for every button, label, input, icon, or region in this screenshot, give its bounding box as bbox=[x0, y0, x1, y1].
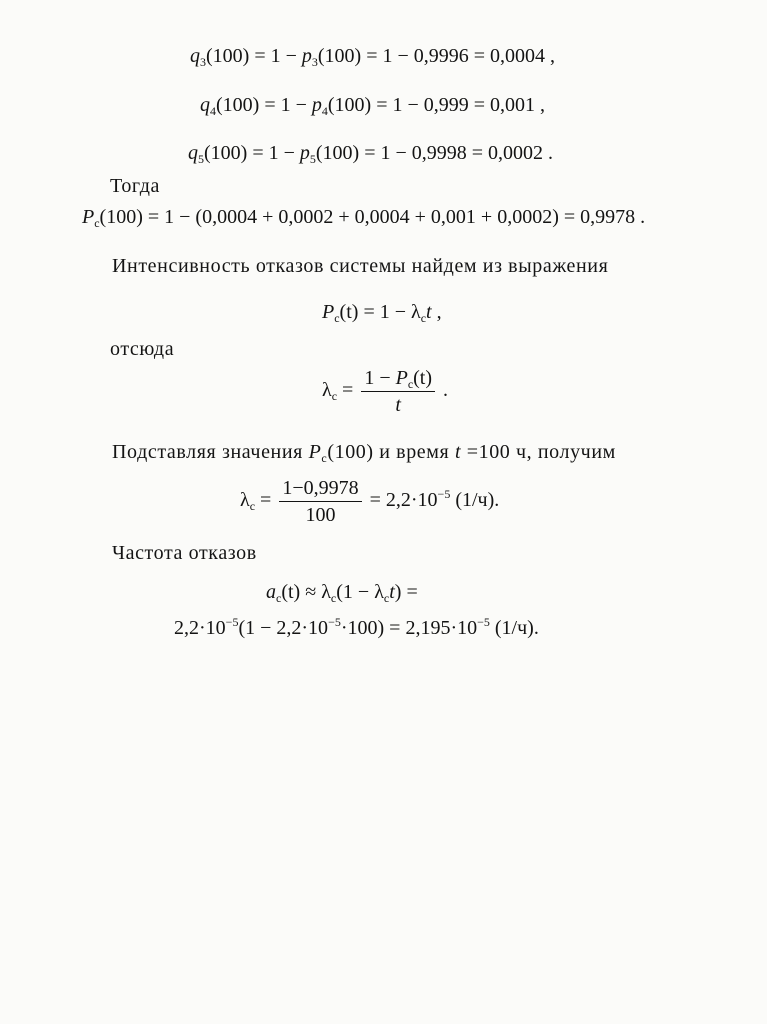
equation-ac: $a_c(t) \approx \lambda_c(1 - \lambda_ct)$ = bbox=[266, 581, 418, 605]
equation-ac-value: $2,2\cdot 10^{-5}(1 - 2,2\cdot 10^{-5}\cdot 100) = 2,195\cdot 10^{-5}$ (1/ч). bbox=[174, 615, 539, 639]
equation-lambda-fraction: $\lambda_c$ = $\frac{1 - P_c(t)}{t}$ . bbox=[322, 367, 449, 416]
equation-pc-100: $P_c(100) = 1 - (0,0004 + 0,0002 + 0,0004 + 0,001 + 0,0002) = 0,9978$ . bbox=[82, 206, 646, 230]
equation-q4: $q_4(100) = 1 - p_4(100) = 1 - 0,999 = 0,001$ , bbox=[200, 94, 546, 118]
text-intensity: Интенсивность отказов системы найдем из выражения bbox=[112, 255, 609, 277]
equation-pc-t: $P_c(t) = 1 - \lambda_ct$ , bbox=[322, 301, 442, 325]
text-otsyuda: отсюда bbox=[110, 338, 175, 360]
text-substitute: Подставляя значения $P_c(100)$ и время t =100 ч, получим bbox=[112, 441, 616, 465]
text-togda: Тогда bbox=[110, 175, 160, 197]
equation-q5: $q_5(100) = 1 - p_5(100) = 1 - 0,9998 = 0,0002$ . bbox=[188, 142, 554, 166]
text-frequency: Частота отказов bbox=[112, 542, 257, 564]
equation-lambda-value: $\lambda_c$ = $\frac{1-0,9978}{100}$ = $2,2\cdot 10^{-5}$ (1/ч). bbox=[240, 477, 500, 526]
equation-q3: $q_3(100) = 1 - p_3(100) = 1 - 0,9996 = 0,0004$ , bbox=[190, 45, 556, 69]
fraction: $\frac{1-0,9978}{100}$ bbox=[279, 478, 361, 525]
fraction: $\frac{1 - P_c(t)}{t}$ bbox=[361, 368, 435, 415]
